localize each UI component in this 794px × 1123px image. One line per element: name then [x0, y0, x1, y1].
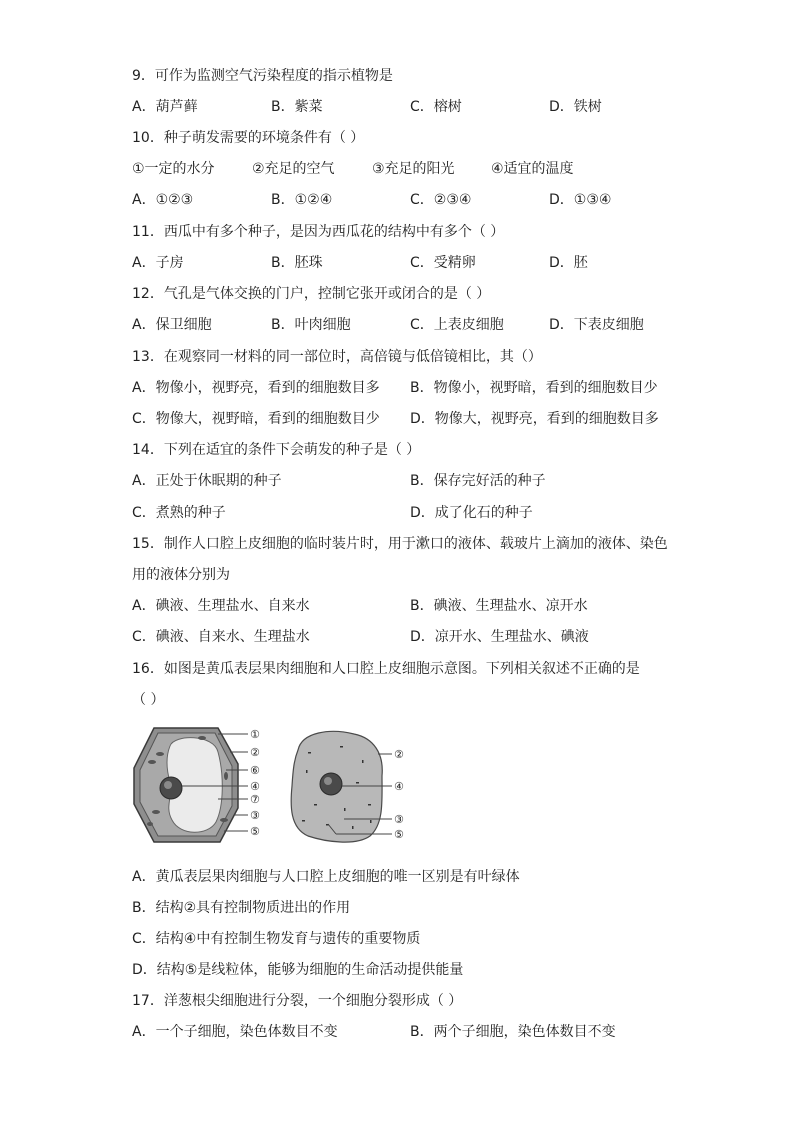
- option-d[interactable]: D．下表皮细胞: [549, 317, 644, 333]
- animal-nucleus: [320, 773, 342, 795]
- option-d[interactable]: D．铁树: [549, 99, 602, 115]
- option-c[interactable]: C．煮熟的种子: [132, 505, 226, 521]
- option-a[interactable]: A．正处于休眠期的种子: [132, 473, 282, 489]
- option-a[interactable]: A．保卫细胞: [132, 317, 212, 333]
- question-16-option-d[interactable]: D．结构⑤是线粒体，能够为细胞的生命活动提供能量: [132, 962, 464, 978]
- option-c[interactable]: C．榕树: [410, 99, 462, 115]
- plant-label-2: ②: [250, 746, 260, 759]
- option-c[interactable]: C．物像大，视野暗，看到的细胞数目少: [132, 411, 380, 427]
- question-13-stem: 13．在观察同一材料的同一部位时，高倍镜与低倍镜相比，其（）: [132, 349, 542, 365]
- question-9-stem: 9．可作为监测空气污染程度的指示植物是: [132, 68, 393, 84]
- cell-diagram-svg: [130, 724, 420, 846]
- question-16-option-a[interactable]: A．黄瓜表层果肉细胞与人口腔上皮细胞的唯一区别是有叶绿体: [132, 869, 520, 885]
- plant-labels: [250, 728, 260, 838]
- question-16-option-b[interactable]: B．结构②具有控制物质进出的作用: [132, 900, 351, 916]
- question-16-stem-line2: （ ）: [132, 692, 165, 708]
- condition-2: ②充足的空气: [252, 161, 335, 177]
- plant-label-3: ③: [250, 809, 260, 822]
- option-a[interactable]: A．①②③: [132, 192, 194, 208]
- plant-label-1: ①: [250, 728, 260, 741]
- option-c[interactable]: C．碘液、自来水、生理盐水: [132, 629, 310, 645]
- animal-label-4: ④: [394, 780, 404, 793]
- option-d[interactable]: D．物像大，视野亮，看到的细胞数目多: [410, 411, 659, 427]
- condition-1: ①一定的水分: [132, 161, 215, 177]
- cell-diagram-figure: [130, 724, 420, 846]
- question-17-stem: 17．洋葱根尖细胞进行分裂，一个细胞分裂形成（ ）: [132, 993, 463, 1009]
- option-c[interactable]: C．上表皮细胞: [410, 317, 504, 333]
- option-a[interactable]: A．子房: [132, 255, 184, 271]
- option-b[interactable]: B．保存完好活的种子: [410, 473, 546, 489]
- plant-label-6: ⑥: [250, 764, 260, 777]
- option-d[interactable]: D．①③④: [549, 192, 612, 208]
- animal-nucleolus: [324, 777, 332, 785]
- animal-labels: [394, 748, 404, 841]
- option-d[interactable]: D．成了化石的种子: [410, 505, 533, 521]
- option-b[interactable]: B．叶肉细胞: [271, 317, 351, 333]
- animal-label-3: ③: [394, 813, 404, 826]
- option-a[interactable]: A．碘液、生理盐水、自来水: [132, 598, 310, 614]
- chloroplast-icon: [198, 736, 206, 740]
- option-d[interactable]: D．凉开水、生理盐水、碘液: [410, 629, 589, 645]
- option-b[interactable]: B．①②④: [271, 192, 333, 208]
- question-16-option-c[interactable]: C．结构④中有控制生物发育与遗传的重要物质: [132, 931, 421, 947]
- question-15-stem-line2: 用的液体分别为: [132, 567, 230, 583]
- chloroplast-icon: [148, 760, 156, 764]
- animal-cell: [291, 731, 382, 842]
- animal-label-2: ②: [394, 748, 404, 761]
- chloroplast-icon: [220, 818, 228, 822]
- plant-cell: [134, 728, 238, 842]
- condition-4: ④适宜的温度: [491, 161, 574, 177]
- plant-label-4: ④: [250, 780, 260, 793]
- question-12-stem: 12．气孔是气体交换的门户，控制它张开或闭合的是（ ）: [132, 286, 491, 302]
- question-11-stem: 11．西瓜中有多个种子，是因为西瓜花的结构中有多个（ ）: [132, 224, 505, 240]
- plant-label-7: ⑦: [250, 793, 260, 806]
- chloroplast-icon: [152, 810, 160, 814]
- chloroplast-icon: [156, 752, 164, 756]
- option-a[interactable]: A．物像小，视野亮，看到的细胞数目多: [132, 380, 380, 396]
- option-b[interactable]: B．胚珠: [271, 255, 323, 271]
- question-16-stem-line1: 16．如图是黄瓜表层果肉细胞和人口腔上皮细胞示意图。下列相关叙述不正确的是: [132, 661, 640, 677]
- option-b[interactable]: B．物像小，视野暗，看到的细胞数目少: [410, 380, 658, 396]
- question-10-stem: 10．种子萌发需要的环境条件有（ ）: [132, 130, 365, 146]
- chloroplast-icon: [224, 772, 228, 780]
- plant-nucleus: [160, 777, 182, 799]
- question-14-stem: 14．下列在适宜的条件下会萌发的种子是（ ）: [132, 442, 421, 458]
- option-b[interactable]: B．紫菜: [271, 99, 323, 115]
- option-a[interactable]: A．葫芦藓: [132, 99, 198, 115]
- option-b[interactable]: B．两个子细胞，染色体数目不变: [410, 1024, 616, 1040]
- animal-label-5: ⑤: [394, 828, 404, 841]
- option-d[interactable]: D．胚: [549, 255, 588, 271]
- plant-label-5: ⑤: [250, 825, 260, 838]
- plant-nucleolus: [164, 781, 172, 789]
- option-c[interactable]: C．②③④: [410, 192, 472, 208]
- question-15-stem-line1: 15．制作人口腔上皮细胞的临时装片时，用于漱口的液体、载玻片上滴加的液体、染色: [132, 536, 668, 552]
- chloroplast-icon: [147, 822, 153, 826]
- condition-3: ③充足的阳光: [372, 161, 455, 177]
- option-a[interactable]: A．一个子细胞，染色体数目不变: [132, 1024, 338, 1040]
- option-c[interactable]: C．受精卵: [410, 255, 476, 271]
- option-b[interactable]: B．碘液、生理盐水、凉开水: [410, 598, 588, 614]
